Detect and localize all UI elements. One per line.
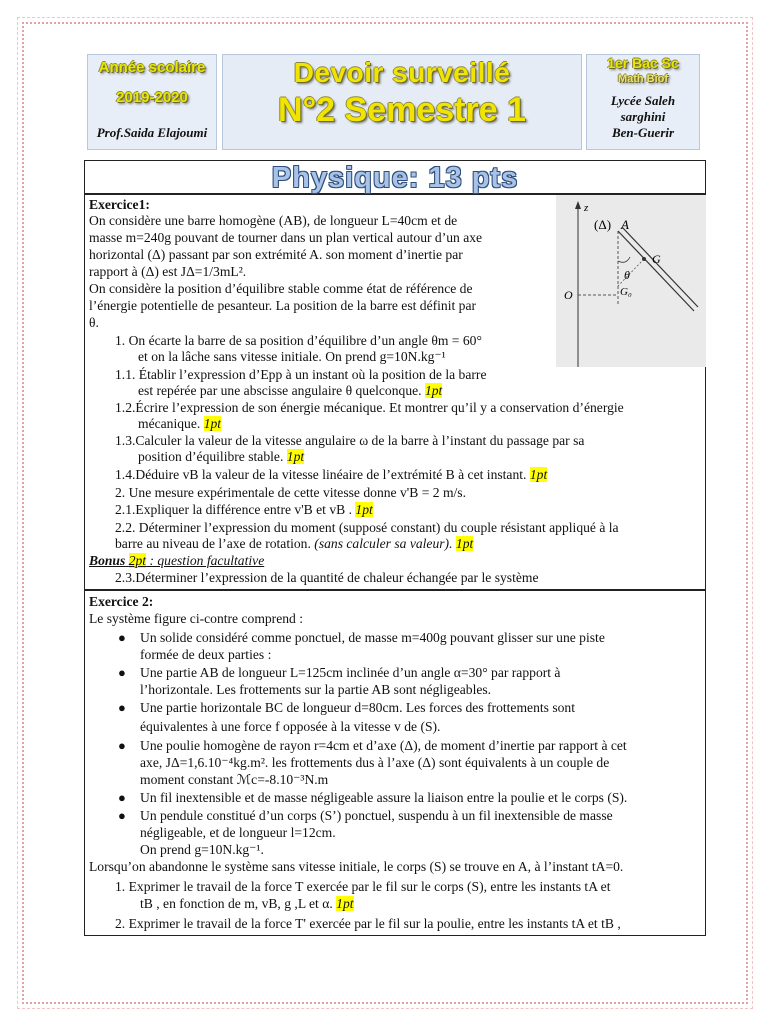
ex2-item-wire: Un fil inextensible et de masse négligeable assure la liaison entre la poulie et le corps (S). <box>140 790 628 805</box>
header-left-box <box>87 54 217 150</box>
ex2-item-pulley: moment constant ℳc=-8.10⁻³N.m <box>140 772 329 787</box>
ex2-item-pendulum: On prend g=10N.kg⁻¹. <box>140 842 264 857</box>
ex2-item-ab: Une partie AB de longueur L=125cm inclinée d’un angle α=30° par rapport à <box>140 665 561 680</box>
school-name-line1: Lycée Saleh <box>610 93 676 108</box>
point-a-label: A <box>621 217 629 232</box>
bonus-line: Bonus 2pt : question facultative <box>89 553 265 568</box>
ex1-text: On considère la position d’équilibre stable comme état de référence de <box>89 281 473 296</box>
points-badge: 1pt <box>336 896 354 911</box>
question-1-3: 1.3.Calculer la valeur de la vitesse angulaire ω de la barre à l’instant du passage par sa <box>115 433 585 448</box>
points-badge: 1pt <box>455 536 474 551</box>
section-title: Physique: 13 pts <box>271 162 519 194</box>
question-2-2: 2.2. Déterminer l’expression du moment (supposé constant) du couple résistant appliqué à la <box>115 520 619 535</box>
bullet-icon: ● <box>118 700 126 715</box>
question-1-2: 1.2.Écrire l’expression de son énergie mécanique. Et montrer qu’il y a conservation d’énergie <box>115 400 624 415</box>
question-1-2: mécanique. 1pt <box>138 416 222 431</box>
ex2-item-ab: l’horizontale. Les frottements sur la partie AB sont négligeables. <box>140 682 492 697</box>
points-badge: 1pt <box>424 383 443 398</box>
class-level: 1er Bac Sc <box>607 55 679 71</box>
question-2: 2. Une mesure expérimentale de cette vitesse donne v'B = 2 m/s. <box>115 485 466 500</box>
theta-label: θ <box>624 268 630 282</box>
question-1: 1. On écarte la barre de sa position d’équilibre d’un angle θm = 60° <box>115 333 482 348</box>
ex2-item-pendulum: Un pendule constitué d’un corps (S’) ponctuel, suspendu à un fil inextensible de masse <box>140 808 613 823</box>
ex2-item-bc: équivalentes à une force f opposée à la vitesse v de (S). <box>140 719 441 734</box>
delta-label: (Δ) <box>594 217 612 232</box>
points-badge: 1pt <box>355 502 373 517</box>
bullet-icon: ● <box>118 790 126 805</box>
bullet-icon: ● <box>118 808 126 823</box>
header-title-box <box>222 54 582 150</box>
ex2-question-1: 1. Exprimer le travail de la force T exercée par le fil sur le corps (S), entre les instants tA et <box>115 879 611 894</box>
ex2-item-pulley: axe, JΔ=1,6.10⁻⁴kg.m². les frottements dus à l’axe (Δ) sont équivalents à un couple de <box>140 755 610 770</box>
ex2-item-solid: formée de deux parties : <box>140 647 272 662</box>
points-badge: 1pt <box>529 467 548 482</box>
ex2-question-1: tB , en fonction de m, vB, g ,L et α. 1pt <box>140 896 354 911</box>
origin-label: O <box>564 288 573 302</box>
exercise-1 <box>84 194 706 590</box>
question-2-2: barre au niveau de l’axe de rotation. (sans calculer sa valeur). 1pt <box>115 536 474 551</box>
points-badge: 1pt <box>286 449 305 464</box>
teacher-name: Prof.Saida Elajoumi <box>96 125 208 140</box>
bar-diagram <box>556 195 706 367</box>
question-1-4: 1.4.Déduire vB la valeur de la vitesse linéaire de l’extrémité B à cet instant. 1pt <box>115 467 548 482</box>
ex2-item-solid: Un solide considéré comme ponctuel, de masse m=400g pouvant glisser sur une piste <box>140 630 605 645</box>
header-right-box <box>586 54 700 150</box>
ex1-text: l’énergie potentielle de pesanteur. La position de la barre est définit par <box>89 298 477 313</box>
pendulum-bar-figure <box>556 195 706 367</box>
exercise-2 <box>84 590 706 936</box>
ex2-item-pendulum: négligeable, et de longueur l=12cm. <box>140 825 336 840</box>
school-years: 2019-2020 <box>116 89 188 106</box>
bullet-icon: ● <box>118 630 126 645</box>
points-badge: 1pt <box>203 416 222 431</box>
school-name <box>587 93 699 141</box>
question-1-3: position d’équilibre stable. 1pt <box>138 449 305 464</box>
bullet-icon: ● <box>118 738 126 753</box>
bullet-icon: ● <box>118 665 126 680</box>
section-banner <box>84 160 706 194</box>
ex1-text: masse m=240g pouvant de tourner dans un plan vertical autour d’un axe <box>89 230 483 245</box>
ex2-item-bc: Une partie horizontale BC de longueur d=80cm. Les forces des frottements sont <box>140 700 575 715</box>
point-g0-label: G₀ <box>620 286 632 298</box>
ex2-text: Lorsqu’on abandonne le système sans vitesse initiale, le corps (S) se trouve en A, à l’instant tA=0. <box>89 859 624 874</box>
ex1-text: θ. <box>89 315 99 330</box>
exercise-1-title: Exercice1: <box>89 197 150 212</box>
question-2-3: 2.3.Déterminer l’expression de la quantité de chaleur échangée par le système <box>115 570 539 585</box>
question-1-1: 1.1. Établir l’expression d’Epp à un instant où la position de la barre <box>115 367 487 382</box>
question-1: et on la lâche sans vitesse initiale. On prend g=10N.kg⁻¹ <box>138 349 446 364</box>
point-g-label: G <box>652 252 661 266</box>
ex1-text: On considère une barre homogène (AB), de longueur L=40cm et de <box>89 213 458 228</box>
school-name-line2: sarghini <box>620 109 666 124</box>
question-2-1: 2.1.Expliquer la différence entre v'B et vB . 1pt <box>115 502 373 517</box>
exercise-2-title: Exercice 2: <box>89 594 154 609</box>
ex2-item-pulley: Une poulie homogène de rayon r=4cm et d’axe (Δ), de moment d’inertie par rapport à cet <box>140 738 627 753</box>
ex1-text: rapport à (Δ) est JΔ=1/3mL². <box>89 264 247 279</box>
school-name-line3: Ben-Guerir <box>611 125 675 140</box>
question-1-1: est repérée par une abscisse angulaire θ quelconque. 1pt <box>138 383 443 398</box>
school-year-label: Année scolaire <box>98 59 206 76</box>
exam-title: Devoir surveillé <box>293 57 511 88</box>
axis-z-label: z <box>584 202 589 214</box>
ex2-intro: Le système figure ci-contre comprend : <box>89 611 304 626</box>
exam-number: N°2 Semestre 1 <box>278 91 526 129</box>
class-option: Math Biof <box>617 73 669 85</box>
ex2-question-2: 2. Exprimer le travail de la force T' exercée par le fil sur la poulie, entre les instants tA et tB , <box>115 916 621 931</box>
ex1-text: horizontal (Δ) passant par son extrémité A. son moment d’inertie par <box>89 247 463 262</box>
